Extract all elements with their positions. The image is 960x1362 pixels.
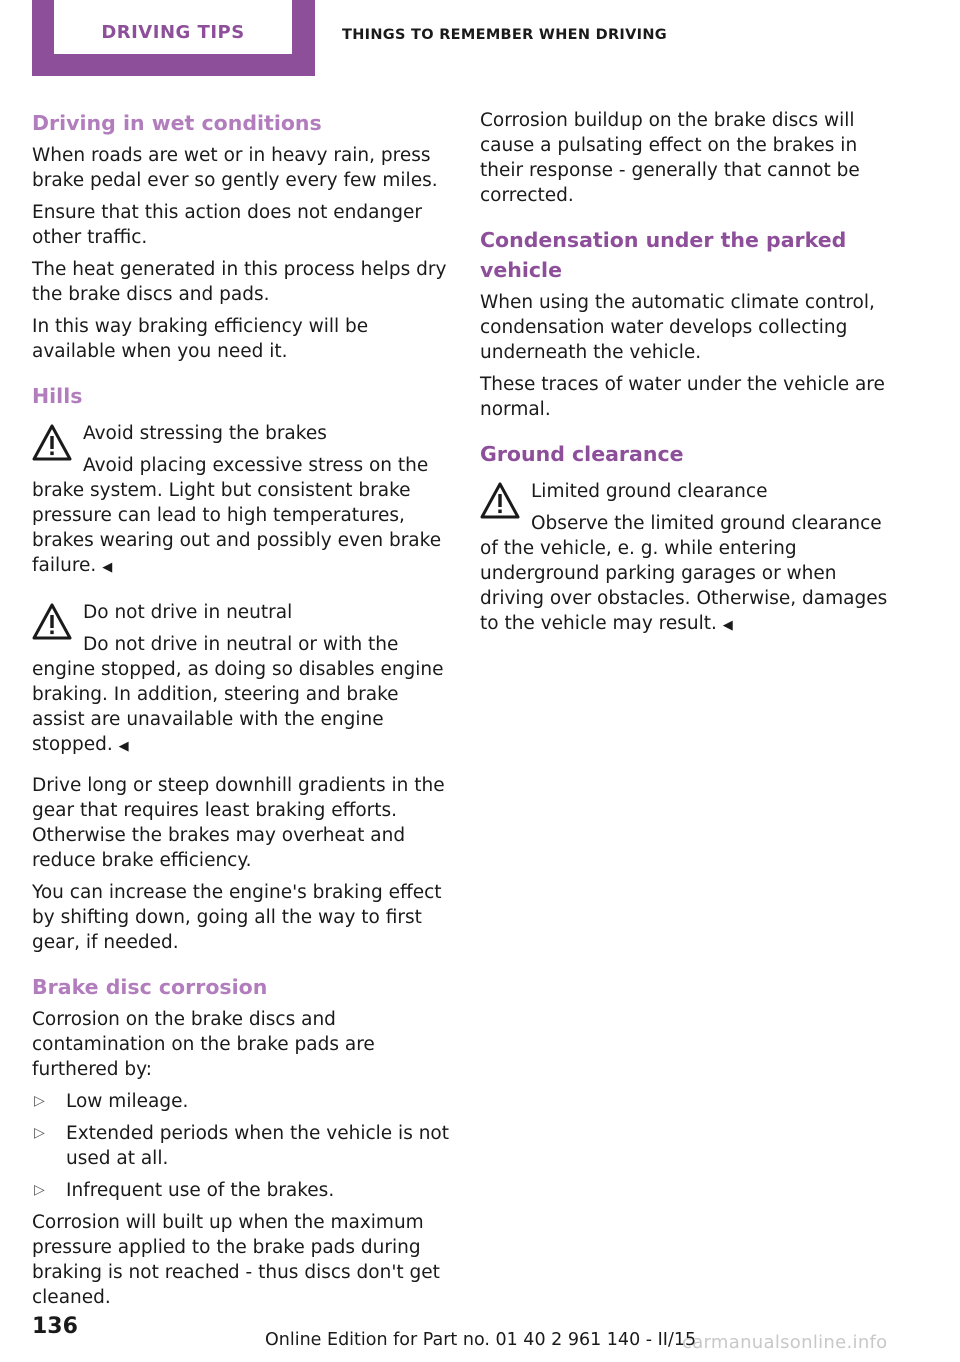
warning-title: Do not drive in neutral: [83, 602, 293, 623]
watermark-link[interactable]: carmanualsonline.info: [682, 1332, 888, 1353]
bullet-list: [32, 1089, 450, 1203]
warning-body: [480, 511, 898, 638]
paragraph: Drive long or steep downhill gradients in the gear that requires least braking efforts. Otherwise the brakes may overheat and reduce brake efficiency.: [32, 775, 445, 871]
warning-body: [32, 453, 450, 580]
warning-box: [480, 479, 898, 638]
heading-ground-clearance: Ground clearance: [480, 442, 684, 466]
list-item: ▷ Low mileage.: [34, 1091, 189, 1112]
paragraph: Corrosion will built up when the maximum pressure applied to the brake pads during braking is not reached - thus discs don't get cleaned.: [32, 1212, 440, 1308]
heading-brake-disc-corrosion: Brake disc corrosion: [32, 975, 268, 999]
right-column: [480, 108, 898, 646]
paragraph: Ensure that this action does not endanger other traffic.: [32, 202, 422, 248]
heading-condensation: Condensation under the parked vehicle: [480, 228, 847, 282]
page-subtitle: THINGS TO REMEMBER WHEN DRIVING: [342, 27, 667, 43]
paragraph: Corrosion buildup on the brake discs will cause a pulsating effect on the brakes in their response - generally that cannot be corrected.: [480, 110, 860, 206]
paragraph: When using the automatic climate control, condensation water develops collecting underneath the vehicle.: [480, 292, 875, 363]
end-mark-icon: ◀: [102, 560, 113, 575]
end-mark-icon: ◀: [722, 618, 733, 633]
heading-hills: Hills: [32, 384, 83, 408]
warning-title: Limited ground clearance: [531, 481, 768, 502]
left-column: [32, 108, 450, 1317]
bullet-triangle-icon: ▷: [34, 1182, 45, 1198]
section-title: DRIVING TIPS: [101, 22, 245, 43]
warning-triangle-icon: [480, 482, 520, 520]
warning-text: Observe the limited ground clearance of the vehicle, e. g. while entering underground parking garages or when driving over obstacles. Otherwise, damages to the vehicle may result.: [480, 513, 888, 634]
warning-text: Do not drive in neutral or with the engine stopped, as doing so disables engine braking. In addition, steering and brake assist are unavailable with the engine stopped.: [32, 634, 444, 755]
paragraph: When roads are wet or in heavy rain, press brake pedal ever so gently every few miles.: [32, 145, 438, 191]
list-item: ▷ Infrequent use of the brakes.: [34, 1180, 335, 1201]
heading-wet-conditions: Driving in wet conditions: [32, 111, 322, 135]
warning-box: [32, 421, 450, 580]
bullet-triangle-icon: ▷: [34, 1093, 45, 1109]
paragraph: The heat generated in this process helps dry the brake discs and pads.: [32, 259, 447, 305]
paragraph: In this way braking efficiency will be available when you need it.: [32, 316, 369, 362]
warning-triangle-icon: [32, 603, 72, 641]
header-tab-inner: [54, 0, 292, 54]
bullet-triangle-icon: ▷: [34, 1125, 45, 1141]
warning-triangle-icon: [32, 424, 72, 462]
end-mark-icon: ◀: [118, 739, 129, 754]
warning-title: Avoid stressing the brakes: [83, 423, 327, 444]
page-number: 136: [32, 1314, 78, 1339]
header-tab: [32, 0, 315, 76]
list-item: ▷ Extended periods when the vehicle is not used at all.: [34, 1123, 450, 1169]
warning-box: [32, 600, 450, 759]
warning-text: Avoid placing excessive stress on the brake system. Light but consistent brake pressure can lead to high temperatures, brakes wearing out and possibly even brake failure.: [32, 455, 442, 576]
paragraph: These traces of water under the vehicle are normal.: [480, 374, 885, 420]
footer-edition: Online Edition for Part no. 01 40 2 961 140 - II/15: [265, 1330, 697, 1350]
paragraph: You can increase the engine's braking effect by shifting down, going all the way to first gear, if needed.: [32, 882, 442, 953]
paragraph: Corrosion on the brake discs and contamination on the brake pads are furthered by:: [32, 1009, 375, 1080]
warning-body: [32, 632, 450, 759]
